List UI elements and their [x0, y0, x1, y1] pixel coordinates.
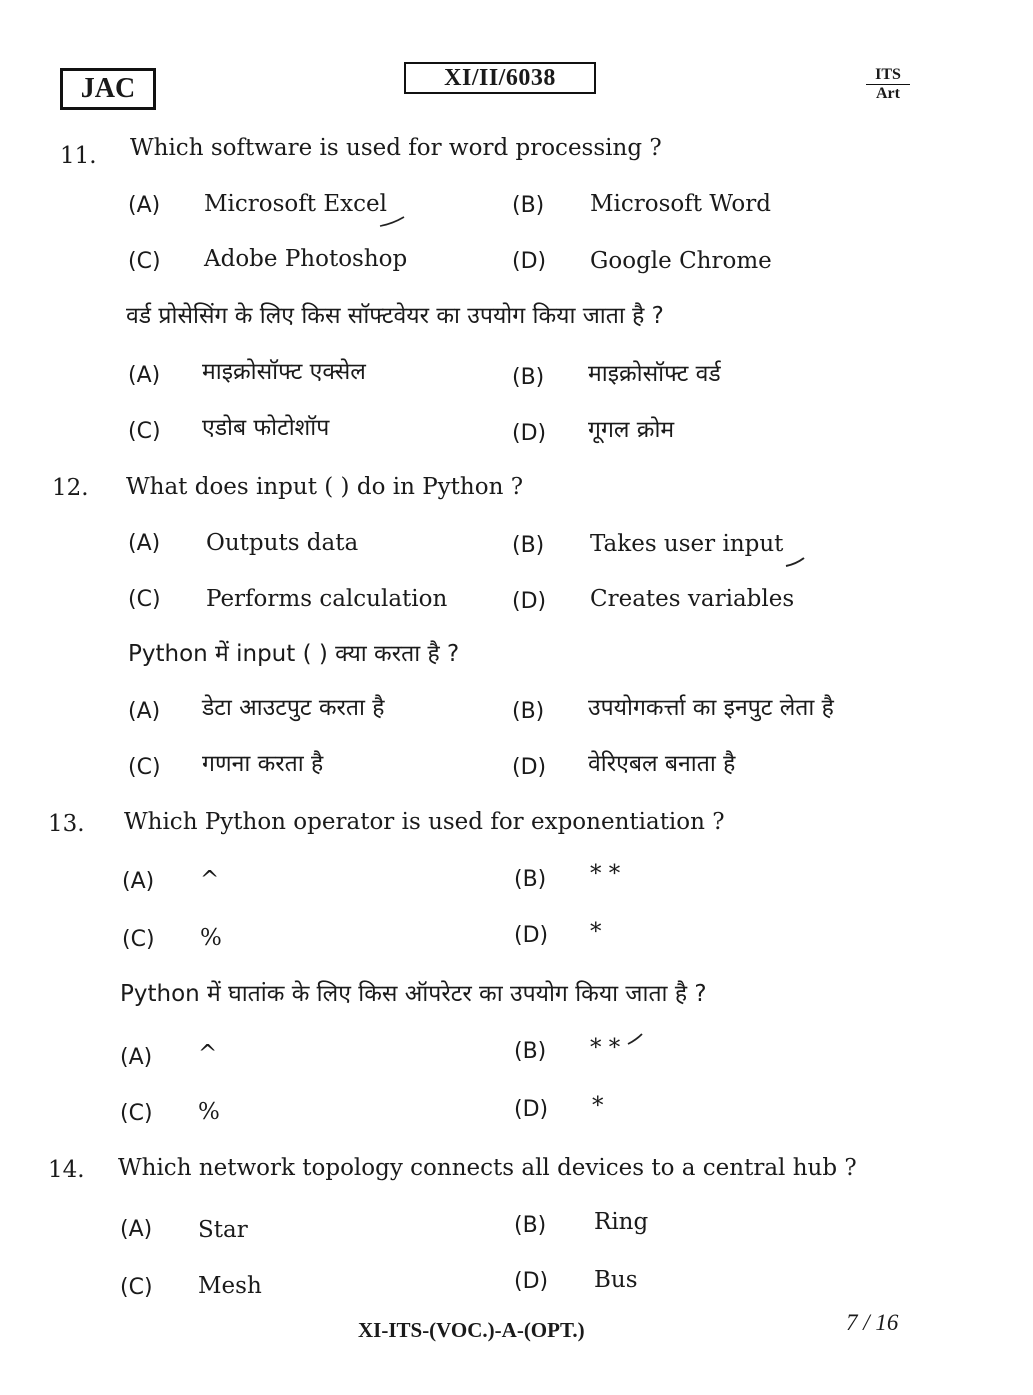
- question-text-hi: वर्ड प्रोसेसिंग के लिए किस सॉफ्टवेयर का उपयोग किया जाता है ?: [126, 303, 664, 329]
- tick-mark-icon: [626, 1032, 646, 1048]
- option-text: Microsoft Word: [590, 191, 771, 217]
- option-text: *: [592, 1093, 604, 1119]
- option-label: (C): [120, 1101, 153, 1126]
- stream-top: ITS: [866, 66, 910, 85]
- option-label: (C): [128, 755, 161, 780]
- option-text: Ring: [594, 1209, 649, 1235]
- option-text: Performs calculation: [206, 586, 448, 612]
- option-label: (B): [512, 193, 545, 218]
- option-text: ^: [198, 1041, 218, 1067]
- option-label: (D): [512, 589, 547, 614]
- option-label: (D): [512, 421, 547, 446]
- paper-code-box: XI/II/6038: [404, 62, 596, 94]
- option-label: (C): [122, 927, 155, 952]
- option-label: (B): [514, 1213, 547, 1238]
- question-text-en: What does input ( ) do in Python ?: [126, 474, 524, 500]
- option-label: (A): [122, 869, 155, 894]
- option-text: Bus: [594, 1267, 638, 1293]
- option-label: (C): [128, 249, 161, 274]
- option-text: डेटा आउटपुट करता है: [202, 695, 385, 721]
- option-text: %: [198, 1099, 220, 1125]
- page-number: 7 / 16: [846, 1310, 899, 1335]
- option-label: (A): [120, 1045, 153, 1070]
- question-text-hi: Python में घातांक के लिए किस ऑपरेटर का उपयोग किया जाता है ?: [120, 981, 707, 1007]
- option-text: *: [590, 919, 602, 945]
- option-label: (B): [512, 533, 545, 558]
- option-label: (A): [128, 699, 161, 724]
- question-text-en: Which network topology connects all devices to a central hub ?: [118, 1155, 857, 1181]
- question-text-hi: Python में input ( ) क्या करता है ?: [128, 641, 460, 667]
- option-text: Star: [198, 1217, 248, 1243]
- option-text: वेरिएबल बनाता है: [588, 751, 736, 777]
- option-label: (B): [514, 867, 547, 892]
- tick-mark-icon: [378, 214, 406, 230]
- option-text: ^: [200, 867, 220, 893]
- board-logo-box: JAC: [60, 68, 156, 110]
- option-text: Microsoft Excel: [204, 191, 387, 217]
- option-text: Mesh: [198, 1273, 262, 1299]
- option-text: * *: [590, 1035, 621, 1061]
- option-label: (A): [128, 531, 161, 556]
- option-text: * *: [590, 861, 621, 887]
- question-number: 11.: [60, 143, 97, 169]
- option-label: (D): [512, 249, 547, 274]
- question-number: 12.: [52, 475, 89, 501]
- option-text: माइक्रोसॉफ्ट एक्सेल: [202, 359, 366, 385]
- option-text: Google Chrome: [590, 248, 772, 274]
- question-number: 13.: [48, 811, 85, 837]
- tick-mark-icon: [784, 554, 808, 570]
- option-label: (D): [514, 923, 549, 948]
- option-label: (A): [120, 1217, 153, 1242]
- option-text: Outputs data: [206, 530, 359, 556]
- option-text: गणना करता है: [202, 751, 324, 777]
- option-label: (C): [128, 587, 161, 612]
- option-text: माइक्रोसॉफ्ट वर्ड: [588, 361, 721, 387]
- option-label: (C): [128, 419, 161, 444]
- option-text: एडोब फोटोशॉप: [202, 415, 330, 441]
- option-label: (D): [514, 1269, 549, 1294]
- question-text-en: Which software is used for word processing ?: [130, 135, 662, 161]
- option-label: (B): [514, 1039, 547, 1064]
- option-text: Takes user input: [590, 531, 784, 557]
- option-label: (A): [128, 193, 161, 218]
- stream-bottom: Art: [876, 85, 900, 102]
- option-text: Creates variables: [590, 586, 795, 612]
- stream-label: [866, 66, 910, 102]
- option-text: %: [200, 925, 222, 951]
- paper-name-footer: XI-ITS-(VOC.)-A-(OPT.): [358, 1318, 585, 1342]
- option-text: उपयोगकर्त्ता का इनपुट लेता है: [588, 695, 834, 721]
- question-text-en: Which Python operator is used for exponentiation ?: [124, 809, 725, 835]
- option-label: (C): [120, 1275, 153, 1300]
- option-text: Adobe Photoshop: [204, 246, 408, 272]
- question-number: 14.: [48, 1157, 85, 1183]
- option-text: गूगल क्रोम: [588, 417, 675, 443]
- option-label: (B): [512, 699, 545, 724]
- option-label: (B): [512, 365, 545, 390]
- option-label: (D): [512, 755, 547, 780]
- option-label: (A): [128, 363, 161, 388]
- option-label: (D): [514, 1097, 549, 1122]
